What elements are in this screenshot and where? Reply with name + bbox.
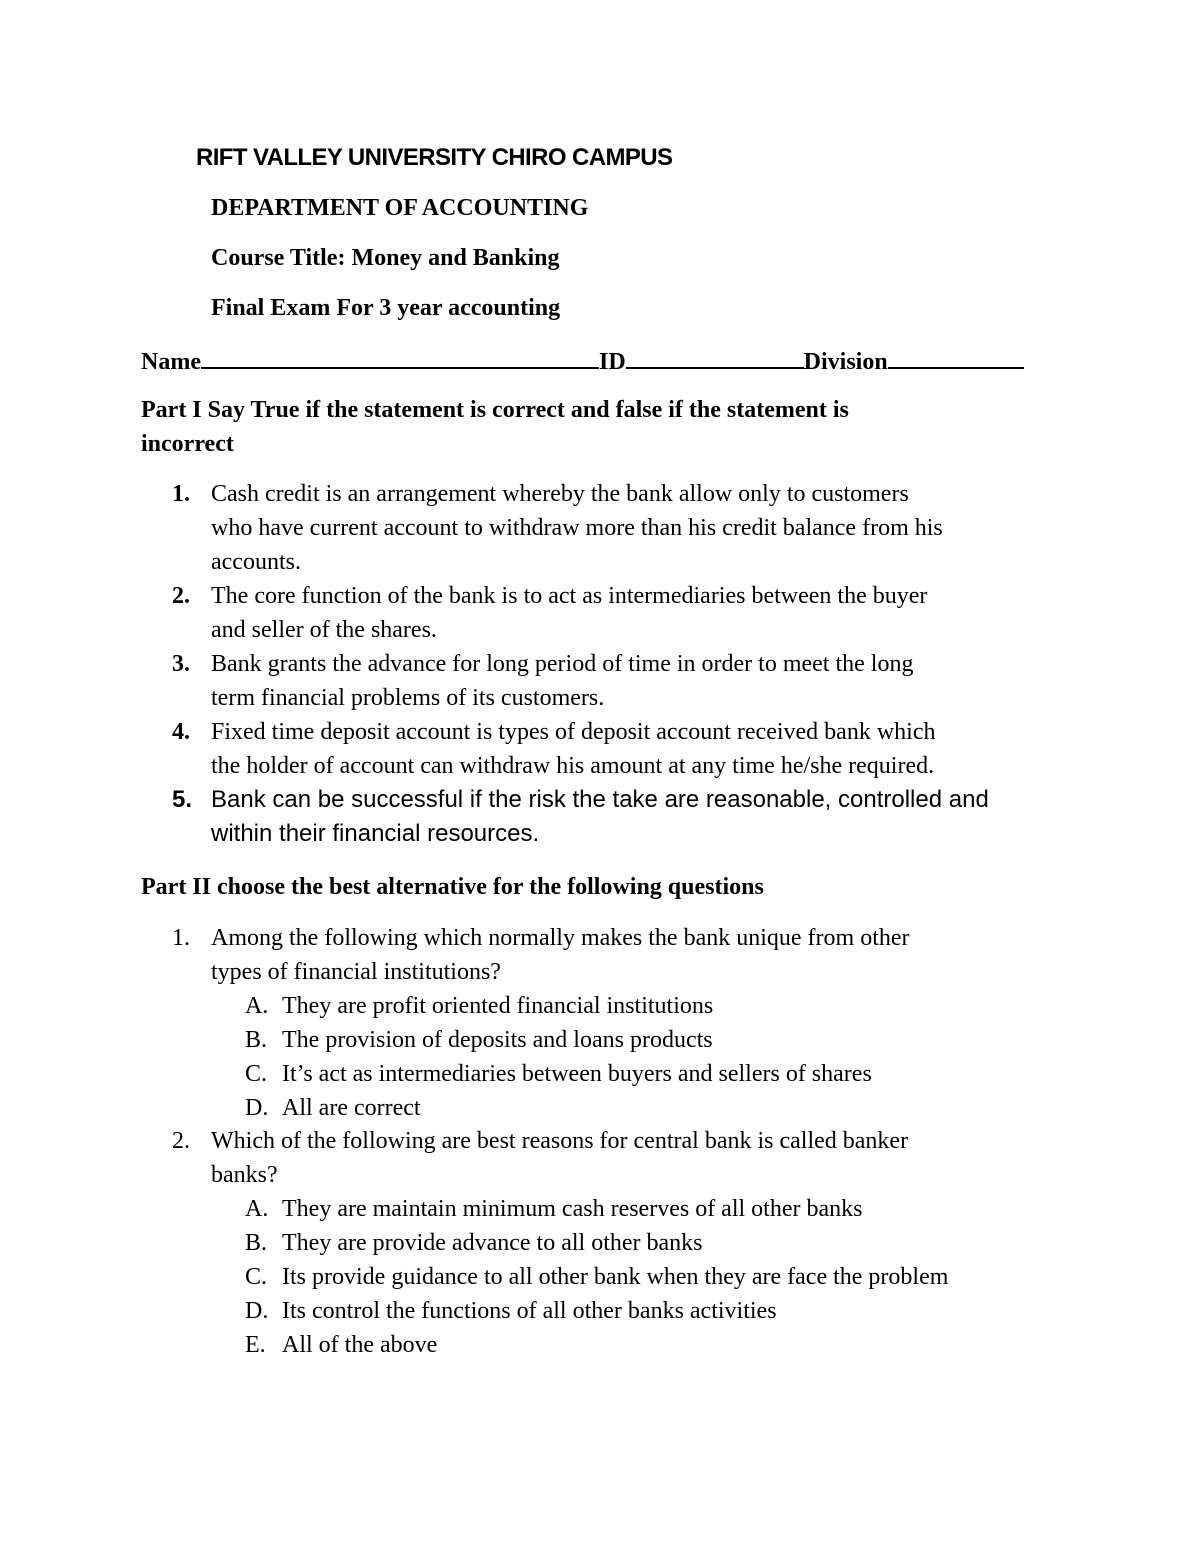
question-line: accounts.: [211, 549, 301, 575]
question-line: who have current account to withdraw more than his credit balance from his: [211, 515, 943, 541]
question-line: Bank can be successful if the risk the take are reasonable, controlled and: [211, 786, 989, 813]
option-letter: C.: [245, 1061, 268, 1087]
question-text: [211, 579, 927, 647]
option-text: All are correct: [282, 1095, 421, 1121]
option-text: They are provide advance to all other banks: [282, 1230, 703, 1256]
course-title: Course Title: Money and Banking: [211, 245, 560, 271]
id-label: ID: [598, 349, 626, 375]
question-line: Bank grants the advance for long period of time in order to meet the long: [211, 651, 914, 677]
question-number: 2.: [172, 583, 190, 609]
part1-heading-line: incorrect: [141, 431, 234, 457]
part1-heading: [141, 393, 849, 461]
option-letter: E.: [245, 1332, 266, 1358]
question-number: 3.: [172, 651, 190, 677]
question-text: [211, 921, 910, 989]
option-letter: B.: [245, 1027, 268, 1053]
division-blank[interactable]: [888, 345, 1024, 369]
department-title: DEPARTMENT OF ACCOUNTING: [211, 195, 589, 221]
question-text: [211, 477, 943, 579]
question-line: Fixed time deposit account is types of deposit account received bank which: [211, 719, 936, 745]
exam-title: Final Exam For 3 year accounting: [211, 295, 561, 321]
question-line: Cash credit is an arrangement whereby the bank allow only to customers: [211, 481, 909, 507]
question-number: 5.: [172, 786, 193, 813]
option-letter: D.: [245, 1298, 269, 1324]
question-number: 1.: [172, 481, 190, 507]
question-line: The core function of the bank is to act as intermediaries between the buyer: [211, 583, 928, 609]
id-blank[interactable]: [626, 345, 804, 369]
division-label: Division: [803, 349, 888, 375]
question-number: 1.: [172, 925, 190, 951]
question-text: [211, 715, 935, 783]
option-letter: B.: [245, 1230, 268, 1256]
question-number: 4.: [172, 719, 190, 745]
option-text: The provision of deposits and loans products: [282, 1027, 713, 1053]
question-text: [211, 1124, 908, 1192]
question-text: [211, 647, 913, 715]
option-letter: C.: [245, 1264, 268, 1290]
question-line: types of financial institutions?: [211, 959, 501, 985]
question-line: term financial problems of its customers.: [211, 685, 605, 711]
option-text: All of the above: [282, 1332, 438, 1358]
question-text: [211, 783, 989, 851]
question-number: 2.: [172, 1128, 190, 1154]
option-text: They are maintain minimum cash reserves of all other banks: [282, 1196, 863, 1222]
question-line: Which of the following are best reasons for central bank is called banker: [211, 1128, 909, 1154]
question-line: Among the following which normally makes the bank unique from other: [211, 925, 910, 951]
question-line: banks?: [211, 1162, 278, 1188]
student-info-line: [141, 345, 1024, 376]
option-text: It’s act as intermediaries between buyers and sellers of shares: [282, 1061, 872, 1087]
option-text: They are profit oriented financial institutions: [282, 993, 714, 1019]
question-line: within their financial resources.: [211, 820, 540, 847]
part1-heading-line: Part I Say True if the statement is correct and false if the statement is: [141, 397, 849, 423]
option-text: Its provide guidance to all other bank when they are face the problem: [282, 1264, 949, 1290]
name-blank[interactable]: [201, 345, 599, 369]
question-line: and seller of the shares.: [211, 617, 437, 643]
university-title: RIFT VALLEY UNIVERSITY CHIRO CAMPUS: [196, 144, 673, 171]
option-text: Its control the functions of all other banks activities: [282, 1298, 777, 1324]
question-line: the holder of account can withdraw his amount at any time he/she required.: [211, 753, 935, 779]
option-letter: D.: [245, 1095, 269, 1121]
option-letter: A.: [245, 1196, 269, 1222]
name-label: Name: [141, 349, 201, 375]
option-letter: A.: [245, 993, 269, 1019]
part2-heading: Part II choose the best alternative for the following questions: [141, 874, 764, 900]
